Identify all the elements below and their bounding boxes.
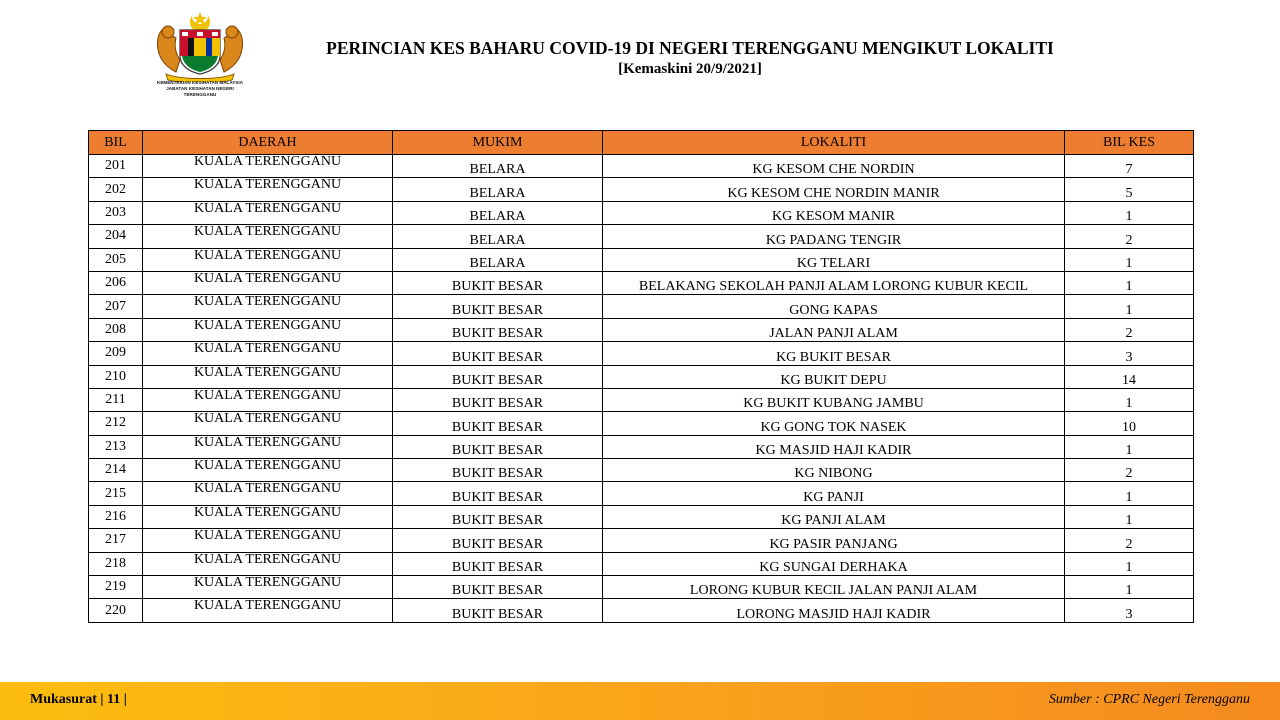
cell-bil: 204: [89, 225, 143, 248]
source-note: Sumber : CPRC Negeri Terengganu: [1048, 692, 1250, 707]
cell-bil: 218: [89, 552, 143, 575]
column-header-bil-kes: BIL KES: [1065, 131, 1194, 155]
table-row: [89, 482, 1194, 505]
cell-bil: 219: [89, 576, 143, 599]
cell-bil: 217: [89, 529, 143, 552]
cell-daerah: KUALA TERENGGANU: [143, 576, 393, 599]
cell-bil-kes: 3: [1065, 342, 1194, 365]
cell-lokaliti: KG BUKIT BESAR: [603, 342, 1065, 365]
cell-bil: 207: [89, 295, 143, 318]
column-header-mukim: MUKIM: [393, 131, 603, 155]
cell-daerah: KUALA TERENGGANU: [143, 342, 393, 365]
cell-bil-kes: 3: [1065, 599, 1194, 622]
cell-lokaliti: LORONG MASJID HAJI KADIR: [603, 599, 1065, 622]
table-row: [89, 318, 1194, 341]
cell-daerah: KUALA TERENGGANU: [143, 482, 393, 505]
cell-bil: 208: [89, 318, 143, 341]
cell-daerah: KUALA TERENGGANU: [143, 318, 393, 341]
cell-mukim: BUKIT BESAR: [393, 552, 603, 575]
cell-mukim: BUKIT BESAR: [393, 412, 603, 435]
cell-mukim: BUKIT BESAR: [393, 435, 603, 458]
cases-table: [88, 130, 1194, 623]
cell-lokaliti: KG NIBONG: [603, 459, 1065, 482]
cell-lokaliti: KG PANJI ALAM: [603, 505, 1065, 528]
cell-bil-kes: 1: [1065, 201, 1194, 224]
cell-lokaliti: KG KESOM MANIR: [603, 201, 1065, 224]
cell-daerah: KUALA TERENGGANU: [143, 412, 393, 435]
page-title: PERINCIAN KES BAHARU COVID-19 DI NEGERI TERENGGANU MENGIKUT LOKALITI: [326, 38, 1054, 58]
cell-bil: 203: [89, 201, 143, 224]
cell-daerah: KUALA TERENGGANU: [143, 599, 393, 622]
cell-daerah: KUALA TERENGGANU: [143, 295, 393, 318]
column-header-bil: BIL: [89, 131, 143, 155]
cell-lokaliti: KG TELARI: [603, 248, 1065, 271]
cell-bil: 212: [89, 412, 143, 435]
cell-bil-kes: 2: [1065, 529, 1194, 552]
table-row: [89, 459, 1194, 482]
cell-mukim: BELARA: [393, 248, 603, 271]
cell-mukim: BELARA: [393, 201, 603, 224]
cell-bil: 205: [89, 248, 143, 271]
cell-daerah: KUALA TERENGGANU: [143, 201, 393, 224]
cell-lokaliti: KG KESOM CHE NORDIN MANIR: [603, 178, 1065, 201]
table-row: [89, 576, 1194, 599]
cell-mukim: BUKIT BESAR: [393, 505, 603, 528]
cell-daerah: KUALA TERENGGANU: [143, 178, 393, 201]
cell-daerah: KUALA TERENGGANU: [143, 505, 393, 528]
cell-lokaliti: KG BUKIT DEPU: [603, 365, 1065, 388]
cell-lokaliti: BELAKANG SEKOLAH PANJI ALAM LORONG KUBUR KECIL: [603, 271, 1065, 294]
logo-caption-department: JABATAN KESIHATAN NEGERI TERENGGANU: [166, 86, 234, 97]
cell-daerah: KUALA TERENGGANU: [143, 388, 393, 411]
cell-bil-kes: 5: [1065, 178, 1194, 201]
cell-bil: 220: [89, 599, 143, 622]
table-row: [89, 342, 1194, 365]
cell-bil: 214: [89, 459, 143, 482]
cell-mukim: BUKIT BESAR: [393, 318, 603, 341]
cell-mukim: BELARA: [393, 178, 603, 201]
footer-bar: [0, 682, 1280, 720]
logo-caption: [150, 80, 250, 98]
table-row: [89, 412, 1194, 435]
cell-bil-kes: 1: [1065, 576, 1194, 599]
cell-mukim: BELARA: [393, 155, 603, 178]
table-row: [89, 552, 1194, 575]
cell-bil-kes: 1: [1065, 248, 1194, 271]
table-row: [89, 505, 1194, 528]
cell-lokaliti: KG GONG TOK NASEK: [603, 412, 1065, 435]
cell-daerah: KUALA TERENGGANU: [143, 459, 393, 482]
table-row: [89, 388, 1194, 411]
cell-lokaliti: KG PASIR PANJANG: [603, 529, 1065, 552]
cell-bil: 216: [89, 505, 143, 528]
cell-bil-kes: 2: [1065, 459, 1194, 482]
cell-bil-kes: 1: [1065, 271, 1194, 294]
table-row: [89, 599, 1194, 622]
cell-daerah: KUALA TERENGGANU: [143, 271, 393, 294]
cell-mukim: BUKIT BESAR: [393, 342, 603, 365]
column-header-daerah: DAERAH: [143, 131, 393, 155]
cell-daerah: KUALA TERENGGANU: [143, 435, 393, 458]
cell-daerah: KUALA TERENGGANU: [143, 225, 393, 248]
cell-lokaliti: KG SUNGAI DERHAKA: [603, 552, 1065, 575]
cell-daerah: KUALA TERENGGANU: [143, 529, 393, 552]
column-header-lokaliti: LOKALITI: [603, 131, 1065, 155]
cell-mukim: BUKIT BESAR: [393, 365, 603, 388]
cell-mukim: BUKIT BESAR: [393, 295, 603, 318]
cell-mukim: BELARA: [393, 225, 603, 248]
table-header-row: [89, 131, 1194, 155]
cell-bil-kes: 2: [1065, 225, 1194, 248]
table-row: [89, 271, 1194, 294]
cell-bil: 209: [89, 342, 143, 365]
table-row: [89, 365, 1194, 388]
table-row: [89, 178, 1194, 201]
cell-bil-kes: 1: [1065, 435, 1194, 458]
cell-mukim: BUKIT BESAR: [393, 599, 603, 622]
cell-daerah: KUALA TERENGGANU: [143, 248, 393, 271]
cell-lokaliti: JALAN PANJI ALAM: [603, 318, 1065, 341]
logo-caption-ministry: KEMENTERIAN KESIHATAN MALAYSIA: [157, 80, 243, 85]
cell-bil-kes: 1: [1065, 482, 1194, 505]
cell-bil: 215: [89, 482, 143, 505]
cell-bil: 210: [89, 365, 143, 388]
cell-lokaliti: LORONG KUBUR KECIL JALAN PANJI ALAM: [603, 576, 1065, 599]
cell-lokaliti: KG MASJID HAJI KADIR: [603, 435, 1065, 458]
page-subtitle: [Kemaskini 20/9/2021]: [618, 61, 762, 77]
cell-mukim: BUKIT BESAR: [393, 459, 603, 482]
cell-mukim: BUKIT BESAR: [393, 388, 603, 411]
cell-bil-kes: 14: [1065, 365, 1194, 388]
cell-bil-kes: 7: [1065, 155, 1194, 178]
table-row: [89, 295, 1194, 318]
cell-lokaliti: KG KESOM CHE NORDIN: [603, 155, 1065, 178]
cell-bil-kes: 1: [1065, 295, 1194, 318]
cell-daerah: KUALA TERENGGANU: [143, 365, 393, 388]
table-row: [89, 155, 1194, 178]
cell-lokaliti: KG PADANG TENGIR: [603, 225, 1065, 248]
table-row: [89, 225, 1194, 248]
cell-bil-kes: 2: [1065, 318, 1194, 341]
cell-bil: 206: [89, 271, 143, 294]
cell-bil-kes: 1: [1065, 388, 1194, 411]
table-row: [89, 529, 1194, 552]
cell-daerah: KUALA TERENGGANU: [143, 155, 393, 178]
cell-bil-kes: 10: [1065, 412, 1194, 435]
cell-mukim: BUKIT BESAR: [393, 529, 603, 552]
cell-bil: 213: [89, 435, 143, 458]
cell-mukim: BUKIT BESAR: [393, 482, 603, 505]
cell-lokaliti: KG BUKIT KUBANG JAMBU: [603, 388, 1065, 411]
cell-lokaliti: GONG KAPAS: [603, 295, 1065, 318]
table-row: [89, 435, 1194, 458]
table-body: [89, 155, 1194, 623]
table-row: [89, 248, 1194, 271]
cell-bil-kes: 1: [1065, 552, 1194, 575]
cell-daerah: KUALA TERENGGANU: [143, 552, 393, 575]
cell-mukim: BUKIT BESAR: [393, 271, 603, 294]
cell-bil: 211: [89, 388, 143, 411]
cell-bil: 201: [89, 155, 143, 178]
cell-bil: 202: [89, 178, 143, 201]
cell-lokaliti: KG PANJI: [603, 482, 1065, 505]
cell-mukim: BUKIT BESAR: [393, 576, 603, 599]
table-row: [89, 201, 1194, 224]
page-number: Mukasurat | 11 |: [30, 692, 127, 707]
cell-bil-kes: 1: [1065, 505, 1194, 528]
